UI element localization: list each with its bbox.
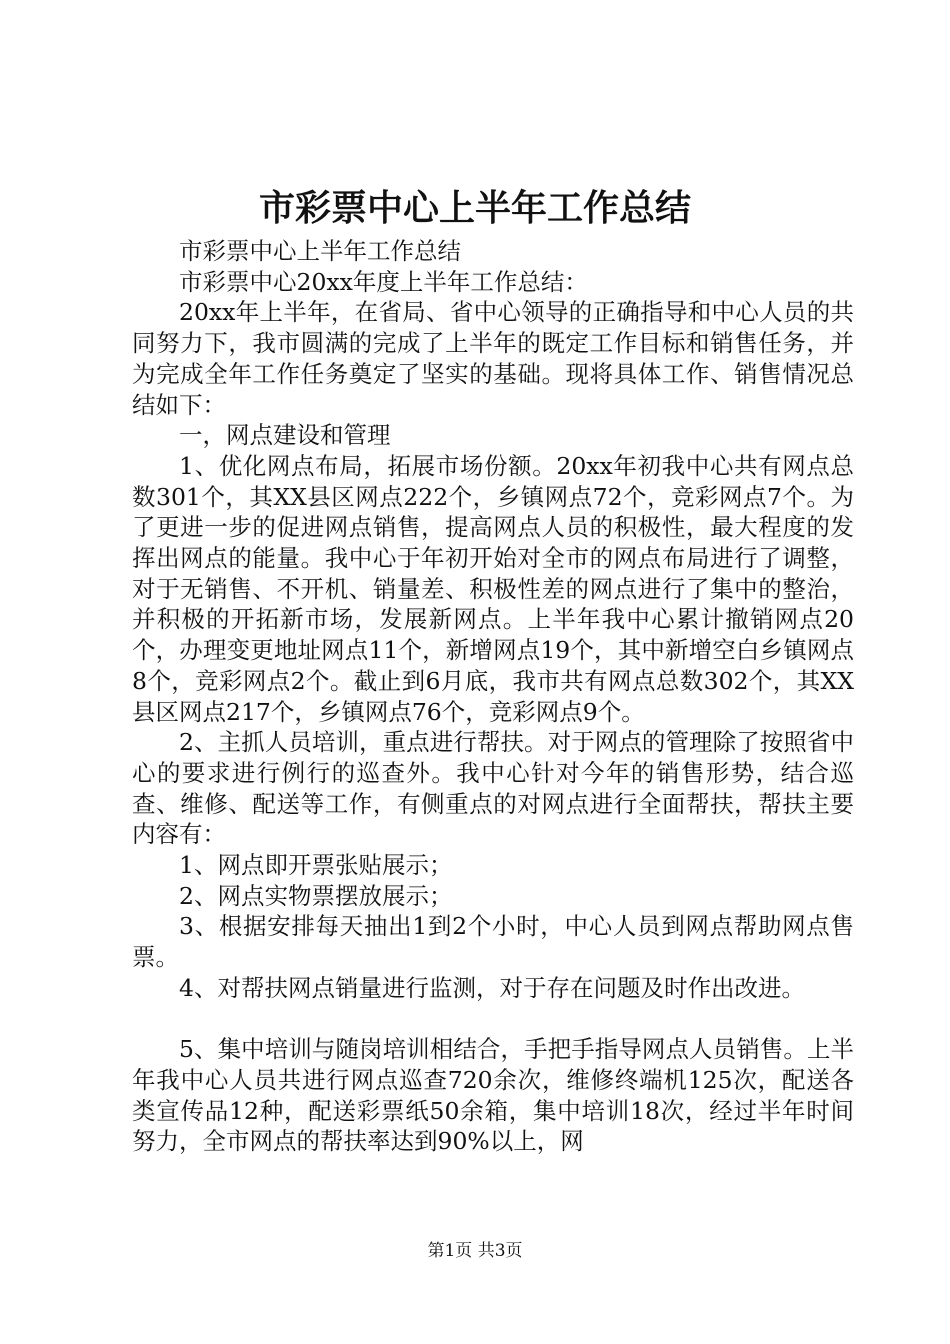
sub-item-1: 1、网点即开票张贴展示； [179, 851, 453, 880]
section-heading: 一，网点建设和管理 [179, 421, 391, 450]
document-body [132, 236, 854, 1157]
paragraph-intro: 20xx年上半年，在省局、省中心领导的正确指导和中心人员的共同努力下，我市圆满的完成了上半年的既定工作目标和销售任务，并为完成全年工作任务奠定了坚实的基础。现将具体工作、销售情况总结如下： [132, 298, 854, 419]
page-footer: 第1页 共3页 [427, 1241, 523, 1261]
paragraph-heading-line: 市彩票中心20xx年度上半年工作总结： [179, 267, 588, 296]
sub-item-3: 3、根据安排每天抽出1到2个小时，中心人员到网点帮助网点售票。 [132, 912, 854, 972]
sub-item-4: 4、对帮扶网点销量进行监测，对于存在问题及时作出改进。 [179, 973, 805, 1002]
paragraph-item-2: 2、主抓人员培训，重点进行帮扶。对于网点的管理除了按照省中心的要求进行例行的巡查外。我中心针对今年的销售形势，结合巡查、维修、配送等工作，有侧重点的对网点进行全面帮扶，帮扶主要内容有： [132, 728, 854, 849]
sub-item-2: 2、网点实物票摆放展示； [179, 881, 453, 910]
paragraph-subtitle: 市彩票中心上半年工作总结 [179, 237, 461, 265]
sub-item-5: 5、集中培训与随岗培训相结合，手把手指导网点人员销售。上半年我中心人员共进行网点巡查720余次，维修终端机125次，配送各类宣传品12种，配送彩票纸50余箱，集中培训18次，经过半年时间努力，全市网点的帮扶率达到90%以上，网 [132, 1035, 854, 1156]
document-title: 市彩票中心上半年工作总结 [258, 187, 691, 229]
paragraph-item-1: 1、优化网点布局，拓展市场份额。20xx年初我中心共有网点总数301个，其XX县区网点222个，乡镇网点72个，竞彩网点7个。为了更进一步的促进网点销售，提高网点人员的积极性，最大程度的发挥出网点的能量。我中心于年初开始对全市的网点布局进行了调整，对于无销售、不开机、销量差、积极性差的网点进行了集中的整治，并积极的开拓新市场，发展新网点。上半年我中心累计撤销网点20个，办理变更地址网点11个，新增网点19个，其中新增空白乡镇网点8个，竞彩网点2个。截止到6月底，我市共有网点总数302个，其XX县区网点217个，乡镇网点76个，竞彩网点9个。 [132, 451, 854, 726]
